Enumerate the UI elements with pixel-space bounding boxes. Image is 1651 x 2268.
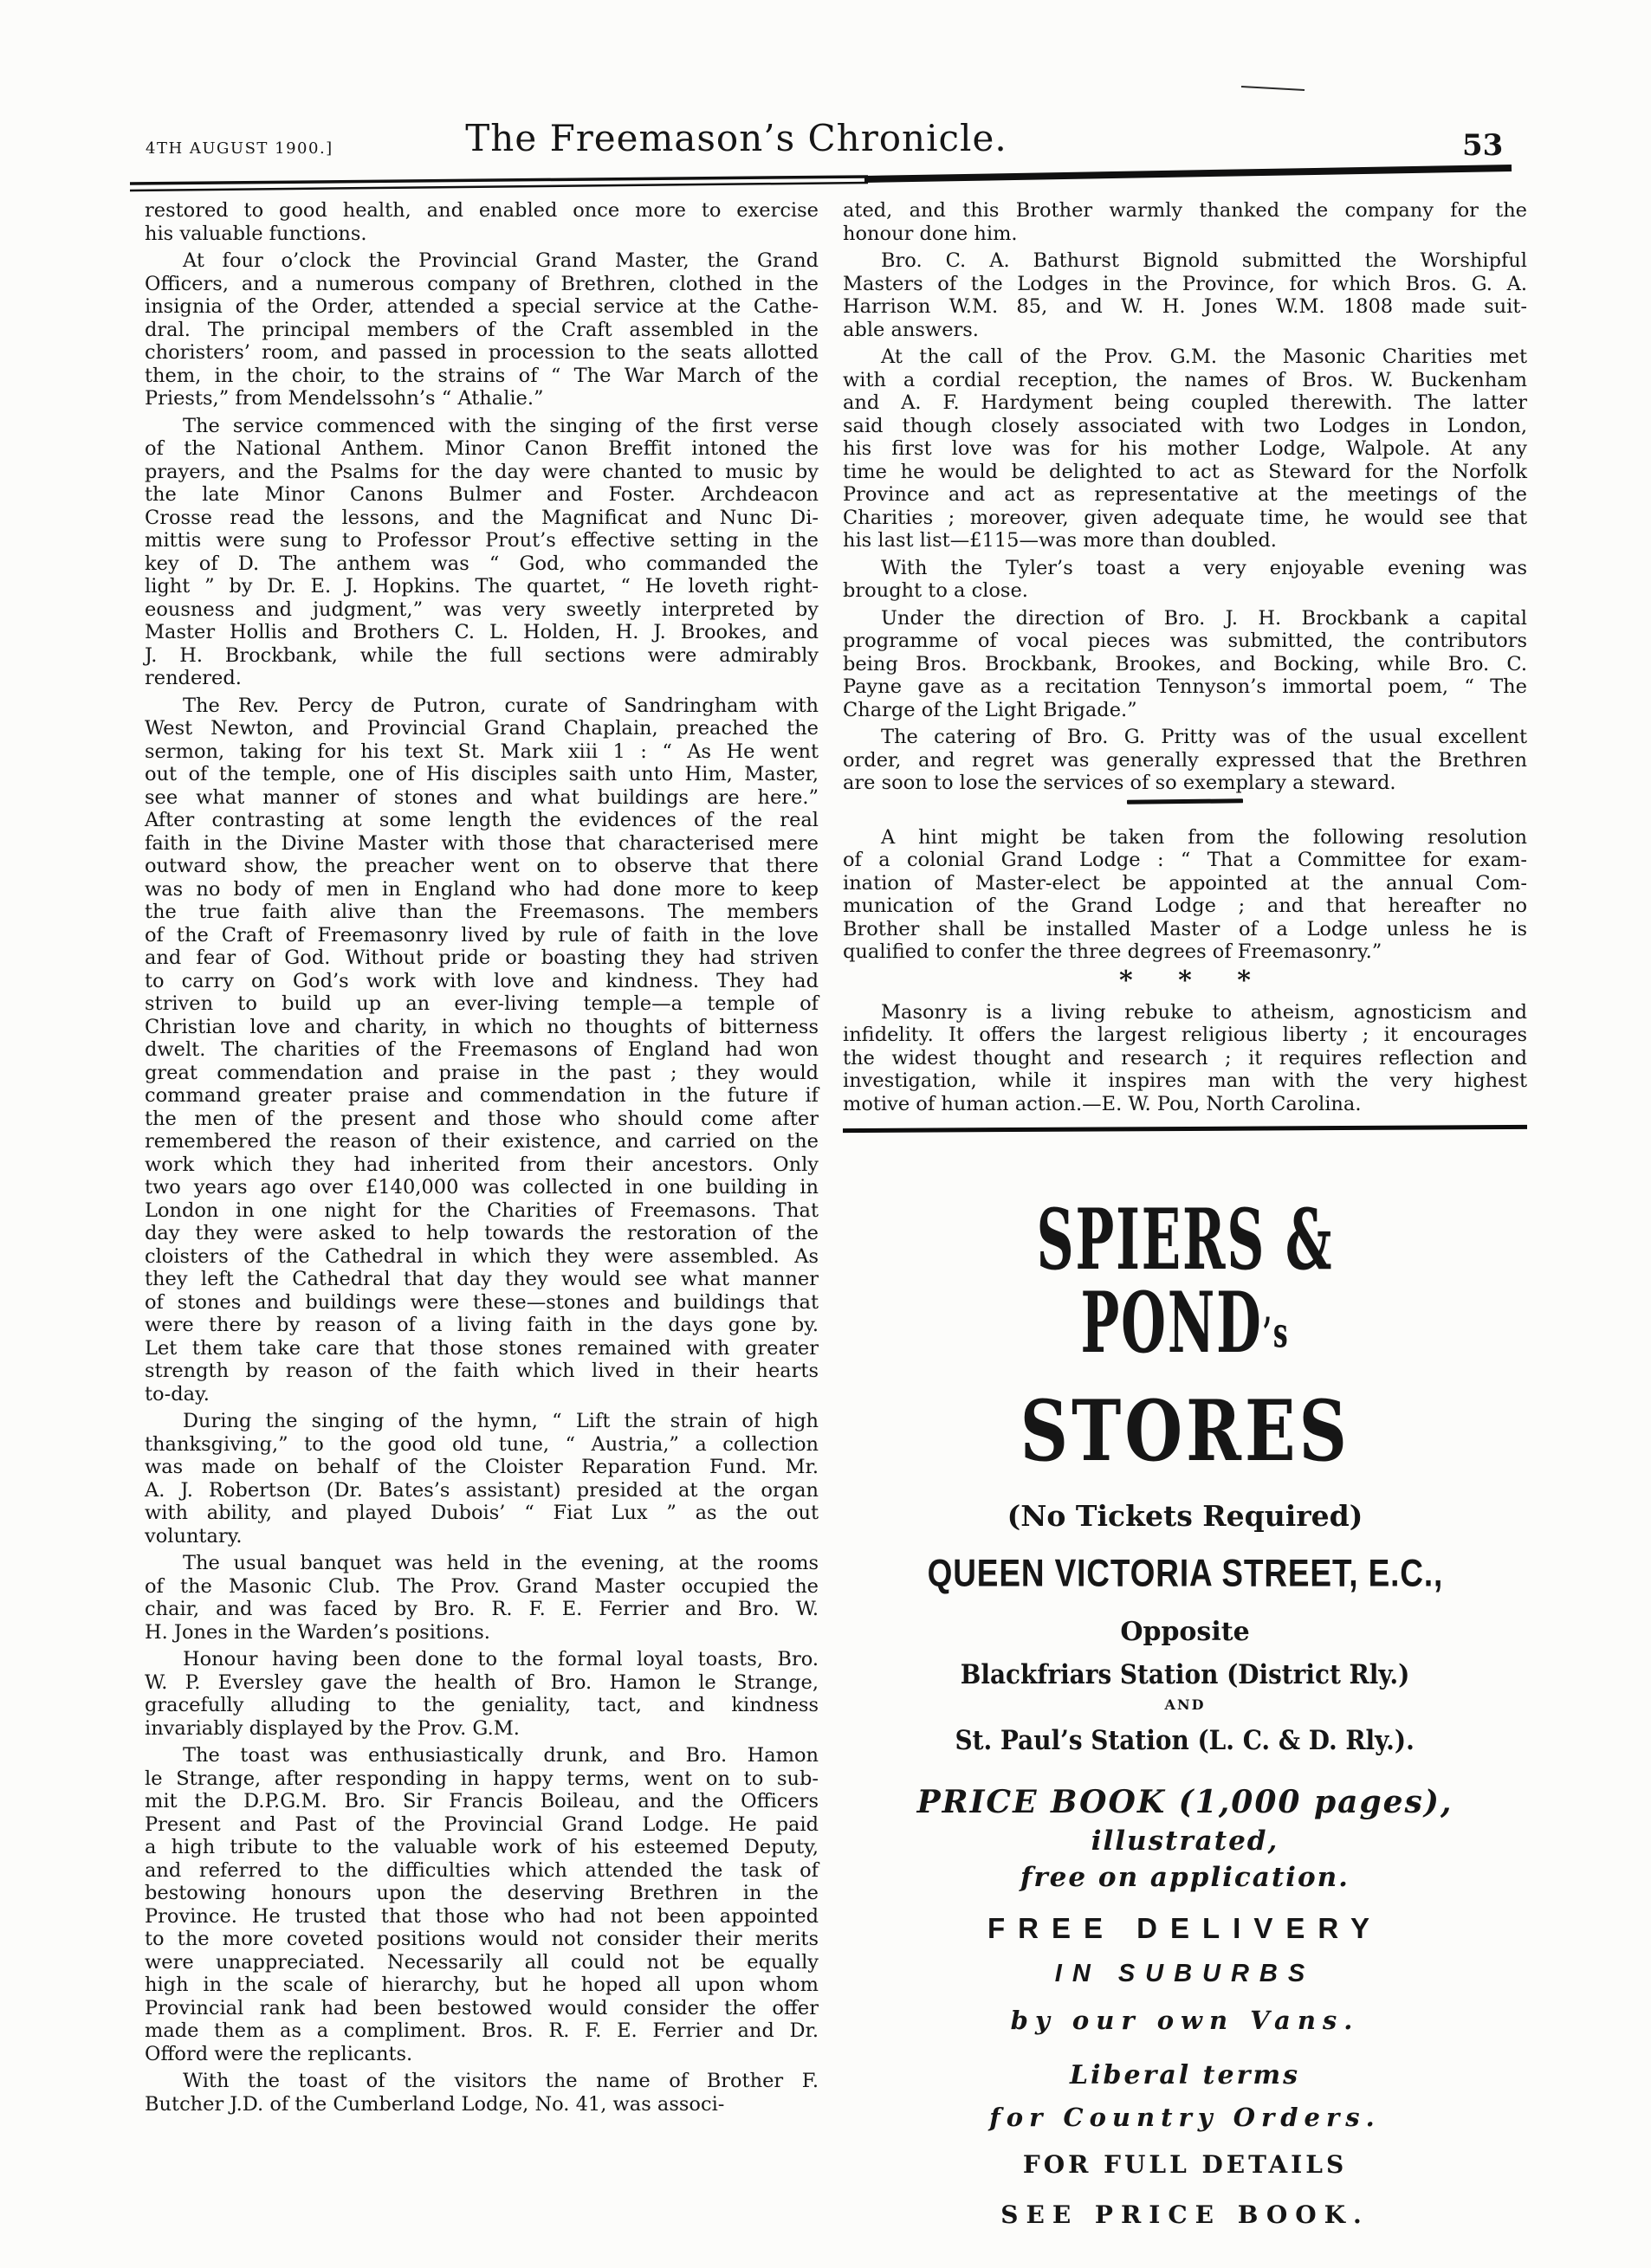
text-line: London in one night for the Charities of Freemasons. That [145, 1199, 819, 1222]
text-line: The service commenced with the singing of the first verse [183, 414, 819, 437]
text-line: Under the direction of Bro. J. H. Brockbank a capital [881, 606, 1527, 630]
text-line: At four o’clock the Provincial Grand Master, the Grand [183, 249, 819, 272]
text-line: key of D. The anthem was “ God, who commanded the [145, 552, 819, 575]
ad-line-masthead2 [843, 1382, 1527, 1481]
text-line: Charities ; moreover, given adequate time, he would see that [843, 506, 1527, 529]
text-line: them, in the choir, to the strains of “ The War March of the [145, 364, 819, 387]
paragraph [843, 1001, 1527, 1116]
text-line: Officers, and a numerous company of Brethren, clothed in the [145, 272, 819, 295]
text-line: Honour having been done to the formal loyal toasts, Bro. [183, 1648, 819, 1670]
text-line: command greater praise and commendation in the future if [145, 1084, 819, 1107]
text-line: with a cordial reception, the names of Bros. W. Buckenham [843, 368, 1527, 391]
text-line: Butcher J.D. of the Cumberland Lodge, No. 41, was associ- [145, 2092, 725, 2116]
text-line: The Rev. Percy de Putron, curate of Sandringham with [183, 694, 819, 717]
text-line: his last list—£115—was more than doubled. [843, 529, 1277, 552]
paragraph [145, 1552, 819, 1644]
ad-line-text: STORES [1020, 1382, 1350, 1481]
ad-line-text: QUEEN VICTORIA STREET, E.C., [927, 1552, 1443, 1595]
text-line: infidelity. It offers the largest religious liberty ; it encourages [843, 1024, 1527, 1046]
text-line: H. Jones in the Warden’s positions. [145, 1620, 490, 1644]
text-line: Crosse read the lessons, and the Magnificat and Nunc Di- [145, 506, 819, 529]
text-line: sermon, taking for his text St. Mark xiii 1 : “ As He went [145, 740, 819, 763]
text-line: able answers. [843, 318, 979, 341]
ad-line-masthead [843, 1191, 1527, 1374]
paragraph [145, 2070, 819, 2116]
text-line: to the more coveted positions would not consider their merits [145, 1928, 819, 1950]
header-rule-right [864, 168, 1512, 179]
ad-line-country [843, 2102, 1527, 2133]
left-column [145, 199, 819, 2120]
text-line: qualified to confer the three degrees of Freemasonry.” [843, 940, 1382, 963]
text-line: day they were asked to help towards the restoration of the [145, 1222, 819, 1244]
text-line: high in the scale of hierarchy, but he hoped all upon whom [145, 1974, 819, 1996]
text-line: Brother shall be installed Master of a Lodge unless he is [843, 917, 1527, 940]
text-line: gracefully alluding to the geniality, tact, and kindness [145, 1694, 819, 1716]
ad-line-text: free on application. [1020, 1862, 1350, 1894]
text-line: mittis were sung to Professor Prout’s effective setting in the [145, 529, 819, 552]
text-line: Christian love and charity, in which no thoughts of bitterness [145, 1015, 819, 1038]
text-line: honour done him. [843, 222, 1018, 245]
text-line: Payne gave as a recitation Tennyson’s immortal poem, “ The [843, 675, 1527, 698]
text-line: striven to build up an ever-living temple—a temple of [145, 992, 819, 1015]
text-line: The toast was enthusiastically drunk, and Bro. Hamon [183, 1744, 819, 1767]
ad-line-free-delivery [843, 1911, 1527, 1946]
right-column [843, 199, 1527, 2230]
paragraph [145, 695, 819, 1406]
text-line: were there by reason of a living faith in the days gone by. [145, 1314, 819, 1336]
text-line: restored to good health, and enabled once more to exercise [145, 199, 819, 222]
text-line: the widest thought and research ; it requires reflection and [843, 1046, 1527, 1069]
text-line: At the call of the Prov. G.M. the Masonic Charities met [881, 346, 1527, 368]
header-rule-top [130, 177, 868, 184]
ad-line-opposite [843, 1617, 1527, 1648]
text-line: ination of Master-elect be appointed at the annual Com- [843, 871, 1527, 895]
text-line: Priests,” from Mendelssohn’s “ Athalie.” [145, 387, 544, 410]
text-line: of the National Anthem. Minor Canon Breffit intoned the [145, 437, 819, 460]
text-line: and fear of God. Without pride or boasting they had striven [145, 947, 819, 969]
ad-line-price-lg [843, 1783, 1527, 1821]
text-line: made them as a compliment. Bros. R. F. E. Ferrier and Dr. [145, 2019, 819, 2042]
ad-line-text: SPIERS & POND’s [1036, 1191, 1334, 1372]
paragraph [843, 726, 1527, 795]
text-line: two years ago over £140,000 was collected in one building in [145, 1176, 819, 1199]
ad-masthead-suffix: ’s [1262, 1308, 1290, 1358]
text-line: to carry on God’s work with love and kindness. They had [145, 969, 819, 992]
ad-line-text: Blackfriars Station (District Rly.) [960, 1659, 1410, 1691]
text-line: Provincial rank had been bestowed would consider the offer [145, 1996, 819, 2019]
paragraph [145, 1744, 819, 2065]
text-line: With the Tyler’s toast a very enjoyable evening was [881, 556, 1527, 579]
text-line: strength by reason of the faith which lived in their hearts [145, 1360, 819, 1382]
text-line: After contrasting at some length the evidences of the real [145, 809, 819, 831]
masonry-note-paragraph [843, 1001, 1527, 1116]
text-line: of the Masonic Club. The Prov. Grand Master occupied the [145, 1574, 819, 1598]
page-title: The Freemason’s Chronicle. [465, 117, 1007, 159]
ad-line-station [843, 1658, 1527, 1691]
text-line: thanksgiving,” to the good old tune, “ Austria,” a collection [145, 1432, 819, 1456]
text-line: being Bros. Brockbank, Brookes, and Bocking, while Bro. C. [843, 652, 1527, 675]
text-line: Offord were the replicants. [145, 2042, 413, 2065]
text-line: to-day. [145, 1382, 210, 1405]
text-line: le Strange, after responding in happy terms, went on to sub- [145, 1767, 819, 1790]
paragraph [145, 199, 819, 245]
header-date: 4th August 1900.] [146, 133, 333, 159]
text-line: the true faith alive than the Freemasons. The members [145, 901, 819, 923]
text-line: eousness and judgment,” was very sweetly interpreted by [145, 598, 819, 621]
text-line: cloisters of the Cathedral in which they were assembled. As [145, 1244, 819, 1268]
text-line: order, and regret was generally expressed that the Brethren [843, 748, 1527, 772]
text-line: with ability, and played Dubois’ “ Fiat Lux ” as the out [145, 1502, 819, 1524]
text-line: of the Craft of Freemasonry lived by rule of faith in the love [145, 923, 819, 947]
text-line: insignia of the Order, attended a special service at the Cathe- [145, 295, 819, 318]
text-line: they left the Cathedral that day they would see what manner [145, 1268, 819, 1290]
section-divider-rule [1127, 798, 1243, 804]
ad-line-text: Liberal terms [1069, 2060, 1301, 2091]
text-line: faith in the Divine Master with those that characterised mere [145, 831, 819, 855]
text-line: time he would be delighted to act as Steward for the Norfolk [843, 460, 1527, 483]
ad-line-station [843, 1724, 1527, 1757]
text-line: out of the temple, one of His disciples saith unto Him, Master, [145, 763, 819, 785]
paragraph [145, 1648, 819, 1740]
ad-line-tickets [843, 1499, 1527, 1534]
text-line: The catering of Bro. G. Pritty was of the usual excellent [881, 726, 1527, 748]
ad-line-liberal [843, 2060, 1527, 2091]
text-line: invariably displayed by the Prov. G.M. [145, 1716, 520, 1740]
text-line: Master Hollis and Brothers C. L. Holden, H. J. Brookes, and [145, 621, 819, 643]
text-line: outward show, the preacher went on to observe that there [145, 855, 819, 877]
text-line: his valuable functions. [145, 222, 367, 245]
text-line: Province and act as representative at the meetings of the [843, 483, 1527, 506]
text-line: A. J. Robertson (Dr. Bates’s assistant) presided at the organ [145, 1478, 819, 1502]
ad-line-text: AND [1164, 1696, 1206, 1714]
text-line: motive of human action.—E. W. Pou, North Carolina. [843, 1092, 1362, 1115]
text-line: dral. The principal members of the Craft assembled in the [145, 318, 819, 341]
text-line: Masonry is a living rebuke to atheism, agnosticism and [881, 1000, 1527, 1024]
hint-resolution-paragraph [843, 826, 1527, 964]
text-line: of a colonial Grand Lodge : “ That a Committee for exam- [843, 849, 1527, 871]
ad-line-price [843, 1825, 1527, 1858]
text-line: remembered the reason of their existence, and carried on the [145, 1130, 819, 1153]
ad-line-text: Opposite [1120, 1617, 1250, 1648]
text-line: and A. F. Hardyment being coupled therewith. The latter [843, 391, 1527, 414]
text-line: The usual banquet was held in the evening, at the rooms [183, 1552, 819, 1574]
ad-line-text: IN SUBURBS [1054, 1960, 1316, 1988]
paragraph [843, 346, 1527, 552]
text-line: West Newton, and Provincial Grand Chaplain, preached the [145, 717, 819, 740]
text-line: Bro. C. A. Bathurst Bignold submitted the Worshipful [881, 249, 1527, 272]
text-line: see what manner of stones and what buildings are here.” [145, 785, 819, 809]
text-line: said though closely associated with two Lodges in London, [843, 414, 1527, 437]
text-line: the men of the present and those who should come after [145, 1107, 819, 1130]
text-line: brought to a close. [843, 579, 1028, 602]
paragraph [843, 249, 1527, 341]
text-line: chair, and was faced by Bro. R. F. E. Ferrier and Bro. W. [145, 1598, 819, 1620]
text-line: Province. He trusted that those who had not been appointed [145, 1904, 819, 1928]
ad-line-price [843, 1861, 1527, 1894]
text-line: programme of vocal pieces was submitted, the contributors [843, 630, 1527, 652]
text-line: of stones and buildings were these—stones and buildings that [145, 1290, 819, 1314]
text-line: was made on behalf of the Cloister Reparation Fund. Mr. [145, 1456, 819, 1478]
paragraph [843, 199, 1527, 245]
text-line: ated, and this Brother warmly thanked the company for the [843, 199, 1527, 222]
ad-line-text: SEE PRICE BOOK. [1000, 2200, 1369, 2230]
scan-artifact-line [1241, 87, 1305, 90]
text-line: A hint might be taken from the following resolution [881, 825, 1527, 849]
ad-line-text: FREE DELIVERY [987, 1912, 1382, 1945]
text-line: dwelt. The charities of the Freemasons of England had won [145, 1038, 819, 1061]
text-line: great commendation and praise in the past ; they would [145, 1061, 819, 1084]
ad-line-text: PRICE BOOK (1,000 pages), [916, 1784, 1454, 1821]
ad-line-text: FOR FULL DETAILS [1022, 2150, 1348, 2180]
text-line: investigation, while it inspires man with the very highest [843, 1069, 1527, 1092]
text-line: Charge of the Light Brigade.” [843, 698, 1137, 721]
text-line: W. P. Eversley gave the health of Bro. Hamon le Strange, [145, 1670, 819, 1694]
ad-line-street [843, 1553, 1527, 1594]
paragraph [145, 249, 819, 410]
text-line: are soon to lose the services of so exemplary a steward. [843, 772, 1396, 794]
text-line: a high tribute to the valuable work of his esteemed Deputy, [145, 1836, 819, 1858]
header-rule-bottom [130, 183, 868, 191]
asterisk-separator: * * * [1119, 965, 1251, 996]
text-line: With the toast of the visitors the name of Brother F. [183, 2070, 819, 2092]
paragraph [145, 415, 819, 690]
ad-line-details [843, 2150, 1527, 2180]
text-line: munication of the Grand Lodge ; and that hereafter no [843, 895, 1527, 917]
ad-line-text: illustrated, [1091, 1825, 1279, 1858]
ad-line-suburbs [843, 1958, 1527, 1989]
text-line: Masters of the Lodges in the Province, for which Bros. G. A. [843, 272, 1527, 295]
text-line: choristers’ room, and passed in procession to the seats allotted [145, 341, 819, 364]
text-line: During the singing of the hymn, “ Lift the strain of high [183, 1410, 819, 1432]
ad-line-text: by our own Vans. [1010, 2006, 1360, 2036]
ad-line-seeprice [843, 2200, 1527, 2230]
text-line: the late Minor Canons Bulmer and Foster. Archdeacon [145, 483, 819, 506]
text-line: bestowing honours upon the deserving Brethren in the [145, 1882, 819, 1904]
text-line: Present and Past of the Provincial Grand Lodge. He paid [145, 1812, 819, 1836]
text-line: J. H. Brockbank, while the full sections were admirably [145, 643, 819, 667]
advert-top-rule [843, 1125, 1527, 1133]
text-line: and referred to the difficulties which attended the task of [145, 1858, 819, 1882]
text-line: voluntary. [145, 1524, 243, 1548]
text-line: rendered. [145, 667, 242, 689]
right-column-articles [843, 199, 1527, 795]
paragraph [145, 1410, 819, 1548]
ad-line-and [843, 1696, 1527, 1714]
spiers-pond-advertisement [843, 1191, 1527, 2230]
text-line: work which they had inherited from their ancestors. Only [145, 1153, 819, 1176]
ad-line-text: for Country Orders. [989, 2103, 1381, 2133]
paragraph [843, 557, 1527, 603]
text-line: light ” by Dr. E. J. Hopkins. The quartet, “ He loveth right- [145, 575, 819, 598]
text-line: was no body of men in England who had done more to keep [145, 877, 819, 901]
text-line: mit the D.P.G.M. Bro. Sir Francis Boileau, and the Officers [145, 1790, 819, 1812]
paragraph [843, 607, 1527, 722]
text-line: were unappreciated. Necessarily all could not be equally [145, 1950, 819, 1974]
ad-line-vans [843, 2005, 1527, 2036]
paragraph [843, 826, 1527, 964]
text-line: prayers, and the Psalms for the day were chanted to music by [145, 460, 819, 483]
text-line: his first love was for his mother Lodge, Walpole. At any [843, 437, 1527, 460]
ad-line-text: St. Paul’s Station (L. C. & D. Rly.). [955, 1725, 1415, 1757]
page-number: 53 [1462, 128, 1504, 163]
text-line: Let them take care that those stones remained with greater [145, 1336, 819, 1360]
ad-line-text: (No Tickets Required) [1007, 1499, 1363, 1534]
text-line: Harrison W.M. 85, and W. H. Jones W.M. 1808 made suit- [843, 295, 1527, 318]
